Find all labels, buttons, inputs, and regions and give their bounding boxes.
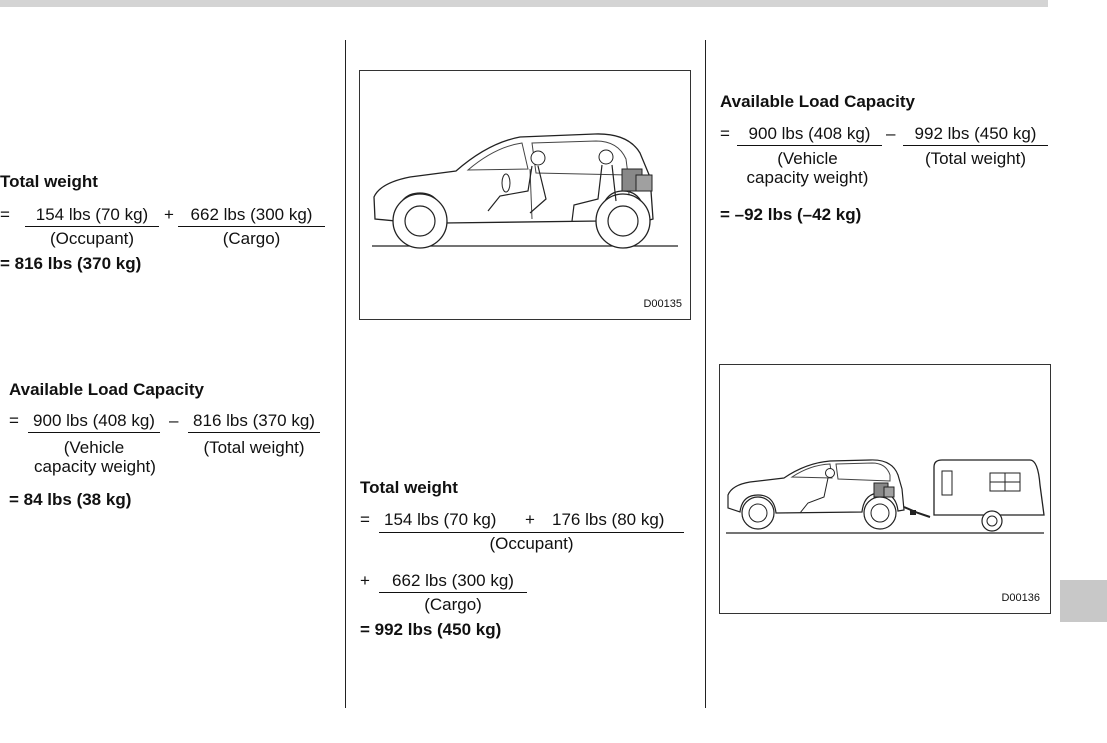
column-divider-right	[705, 40, 706, 708]
figure-code: D00136	[1001, 592, 1040, 604]
plus-sign: +	[360, 571, 370, 590]
equals-sign: =	[9, 411, 19, 430]
vehicle-caption-line2: capacity weight)	[746, 168, 869, 187]
equals-sign: =	[720, 124, 730, 143]
total-weight-caption: (Total weight)	[203, 438, 305, 457]
vehicle-caption-line2: capacity weight)	[34, 457, 156, 476]
total-weight-caption: (Total weight)	[924, 149, 1027, 168]
figure-vehicle-load	[359, 70, 691, 320]
vehicle-caption-line1: (Vehicle	[63, 438, 125, 457]
vehicle-caption-line1: (Vehicle	[777, 149, 838, 168]
total-weight-result: = 992 lbs (450 kg)	[360, 620, 502, 639]
car-occupants-cargo-illustration	[360, 71, 690, 319]
equals-sign: =	[0, 205, 10, 224]
available-load-capacity-heading-2: Available Load Capacity	[720, 92, 915, 111]
total-weight-value: 816 lbs (370 kg)	[188, 411, 320, 433]
vehicle-capacity-value: 900 lbs (408 kg)	[28, 411, 160, 433]
total-weight-heading: Total weight	[0, 172, 98, 191]
occupant-caption: (Occupant)	[489, 534, 574, 553]
available-load-capacity-result: = –92 lbs (–42 kg)	[720, 205, 862, 224]
cargo-caption: (Cargo)	[222, 229, 281, 248]
driver-weight-value: 154 lbs (70 kg)	[384, 510, 497, 529]
equals-sign: =	[360, 510, 370, 529]
minus-sign: –	[886, 124, 896, 143]
passenger-weight-value: 176 lbs (80 kg)	[552, 510, 665, 529]
vehicle-capacity-value: 900 lbs (408 kg)	[737, 124, 882, 146]
minus-sign: –	[169, 411, 179, 430]
figure-code: D00135	[643, 298, 682, 310]
cargo-weight-value: 662 lbs (300 kg)	[379, 571, 527, 593]
section-tab	[1060, 580, 1107, 622]
available-load-capacity-heading: Available Load Capacity	[9, 380, 204, 399]
cargo-weight-value: 662 lbs (300 kg)	[178, 205, 325, 227]
column-divider-left	[345, 40, 346, 708]
occupant-weight-value: 154 lbs (70 kg)	[25, 205, 159, 227]
occupant-caption: (Occupant)	[49, 229, 135, 248]
total-weight-heading-2: Total weight	[360, 478, 458, 497]
top-bar	[0, 0, 1048, 7]
figure-vehicle-towing-trailer	[719, 364, 1051, 614]
plus-sign: +	[164, 205, 174, 224]
plus-sign: +	[525, 510, 535, 529]
car-towing-trailer-illustration	[720, 365, 1050, 613]
cargo-caption: (Cargo)	[424, 595, 482, 614]
total-weight-result: = 816 lbs (370 kg)	[0, 254, 142, 273]
available-load-capacity-result: = 84 lbs (38 kg)	[9, 490, 132, 509]
total-weight-value: 992 lbs (450 kg)	[903, 124, 1048, 146]
